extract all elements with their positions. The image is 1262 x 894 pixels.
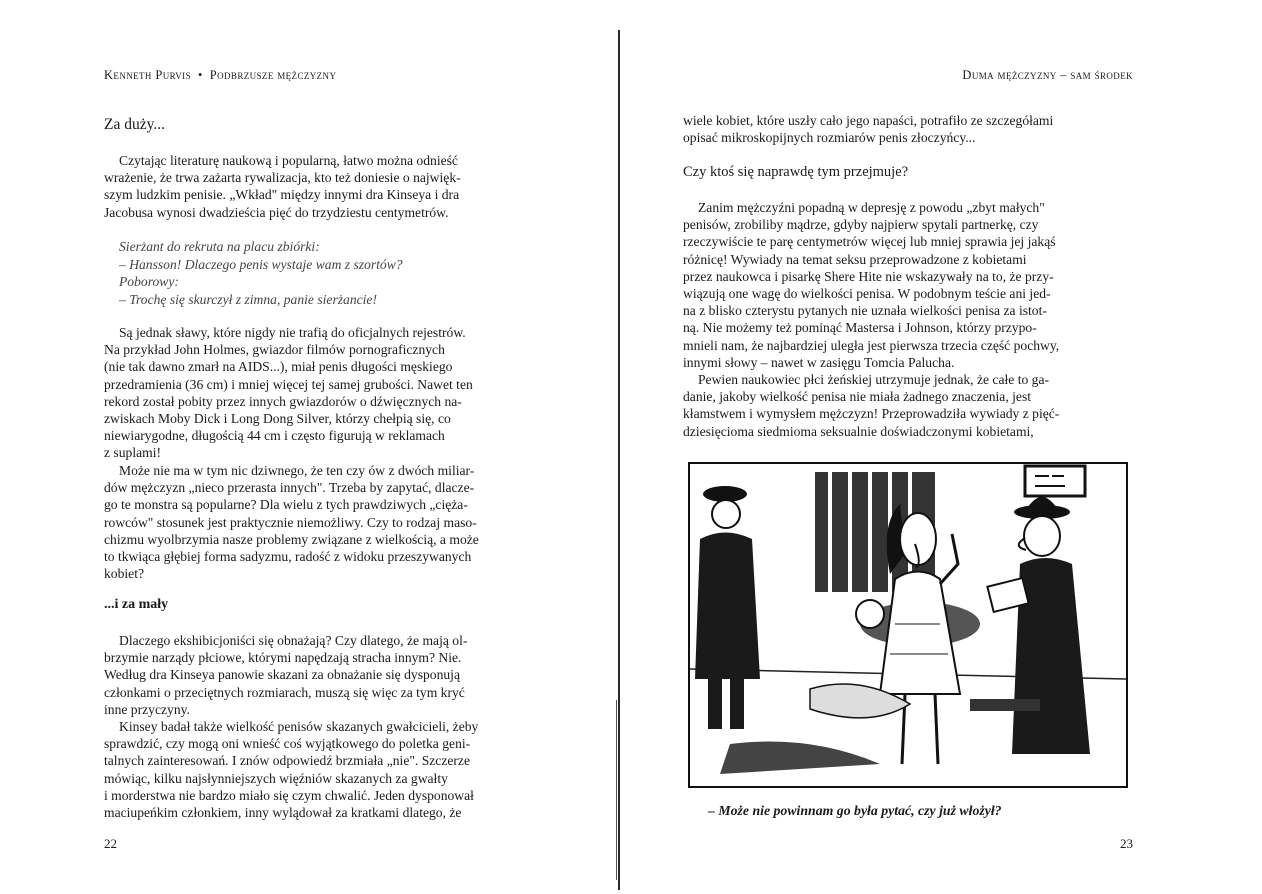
gutter-shadow [616, 700, 617, 880]
text-line: inne przyczyny. [104, 701, 190, 717]
text-line: rekord został pobity przez innych gwiazdorów o dźwięcznych na- [104, 393, 462, 409]
section-title-czy-ktos: Czy ktoś się naprawdę tym przejmuje? [683, 164, 909, 180]
text-line: (nie tak dawno zmarł na AIDS...), miał penis długości męskiego [104, 359, 453, 375]
right-paragraph-3 [683, 371, 1133, 440]
left-paragraph-1 [104, 152, 554, 221]
dialogue-joke [119, 238, 403, 308]
left-paragraph-2 [104, 324, 556, 462]
text-line: maciupeńkim członkiem, inny wylądował za kratkami dlatego, że [104, 805, 462, 821]
page-gutter [618, 30, 620, 890]
text-line: dów mężczyzn „nieco przerasta innych". Trzeba by zapytać, dlacze- [104, 480, 475, 496]
text-line: wiele kobiet, które uszły cało jego napaści, potrafiło ze szczegółami [683, 113, 1054, 128]
text-line: ną. Nie możemy też pominąć Mastersa i Johnson, którzy przypo- [683, 320, 1037, 336]
text-line: innymi słowy – nawet w zasięgu Tomcia Palucha. [683, 354, 955, 370]
page-number-left: 22 [104, 836, 117, 851]
right-paragraph-1 [683, 112, 1133, 146]
text-line: rowców" stosunek jest praktycznie niemożliwy. Czy to rodzaj maso- [104, 514, 477, 530]
text-line: Na przykład John Holmes, gwiazdor filmów pornograficznych [104, 342, 445, 358]
text-line: to tkwiąca głębiej forma sadyzmu, radość z widoku przeszywanych [104, 549, 472, 565]
text-line: go te monstra są popularne? Dla wielu z tych prawdziwych „cięża- [104, 497, 468, 513]
text-line: Pewien naukowiec płci żeńskiej utrzymuje jednak, że całe to ga- [698, 372, 1050, 387]
cartoon-drawing [690, 464, 1126, 786]
left-paragraph-5 [104, 718, 556, 821]
dialogue-line: Poborowy: [119, 274, 179, 289]
text-line: wiązują one wagę do wielkości penisa. W podobnym teście ani jed- [683, 286, 1051, 302]
text-line: mówiąc, kilku najsłynniejszych więźniów skazanych za gwałty [104, 770, 448, 786]
text-line: członkami o przeciętnych rozmiarach, muszą się więc za tym kryć [104, 684, 465, 700]
dialogue-line: – Trochę się skurczył z zimna, panie sierżancie! [119, 291, 377, 307]
left-running-head [104, 68, 336, 83]
text-line: niewiarygodne, długością 44 cm i często figurują w reklamach [104, 428, 445, 444]
text-line: wrażenie, że trwa zażarta rywalizacja, kto też doniesie o najwięk- [104, 170, 461, 186]
text-line: Kinsey badał także wielkość penisów skazanych gwałcicieli, żeby [119, 719, 479, 734]
right-running-head: Duma mężczyzny – sam środek [962, 68, 1133, 82]
text-line: różnicę! Wywiady na temat seksu przeprowadzone z kobietami [683, 251, 1027, 267]
text-line: danie, jakoby wielkość penisa nie miała żadnego znaczenia, jest [683, 389, 1032, 405]
text-line: przez naukowca i pisarkę Shere Hite nie wskazywały na to, że przy- [683, 268, 1054, 284]
text-line: Jacobusa wynosi dwadzieścia pięć do trzydziestu centymetrów. [104, 204, 449, 220]
text-line: Dlaczego ekshibicjoniści się obnażają? Czy dlatego, że mają ol- [119, 633, 468, 648]
dialogue-line: Sierżant do rekruta na placu zbiórki: [119, 239, 320, 254]
dialogue-line: – Hansson! Dlaczego penis wystaje wam z szortów? [119, 256, 403, 272]
text-line: Zanim mężczyźni popadną w depresję z powodu „zbyt małych" [698, 200, 1045, 215]
subhead-i-za-maly: ...i za mały [104, 597, 169, 612]
cartoon-illustration [688, 462, 1128, 788]
text-line: Może nie ma w tym nic dziwnego, że ten czy ów z dwóch miliar- [119, 463, 475, 478]
running-head-book-title: Podbrzusze mężczyzny [209, 68, 337, 82]
text-line: Są jednak sławy, które nigdy nie trafią do oficjalnych rejestrów. [119, 325, 466, 340]
right-paragraph-2 [683, 199, 1133, 371]
text-line: kłamstwem i wymysłem mężczyzn! Przeprowadziła wywiady z pięć- [683, 406, 1060, 422]
text-line: na z blisko czterystu pytanych nie uznała wielkości penisa za istot- [683, 303, 1047, 319]
text-line: kobiet? [104, 566, 145, 582]
text-line: sprawdzić, czy mogą oni wnieść coś wyjątkowego do poletka geni- [104, 736, 471, 752]
text-line: zwiskach Moby Dick i Long Dong Silver, którzy chełpią się, co [104, 411, 451, 427]
text-line: dziesięcioma siedmioma seksualnie doświadczonymi kobietami, [683, 423, 1034, 439]
text-line: penisów, zrobiliby mądrze, gdyby najpierw spytali partnerkę, czy [683, 217, 1039, 233]
text-line: mnieli nam, że najbardziej uległa jest pierwsza trzecia część pochwy, [683, 337, 1060, 353]
text-line: rzeczywiście te parę centymetrów więcej lub mniej sprawia jej jakąś [683, 234, 1056, 250]
text-line: przedramienia (36 cm) i mniej więcej tej samej grubości. Nawet ten [104, 376, 473, 392]
page-number-right: 23 [1120, 836, 1133, 851]
section-title-za-duzy: Za duży... [104, 116, 165, 133]
right-page [683, 0, 1133, 894]
left-paragraph-3 [104, 462, 556, 582]
running-head-bullet: • [197, 68, 203, 82]
text-line: i morderstwa nie bardzo miało się czym chwalić. Jeden dysponował [104, 787, 474, 803]
text-line: brzymie narządy płciowe, którymi napędzają stracha innym? Nie. [104, 650, 462, 666]
text-line: opisać mikroskopijnych rozmiarów penis złoczyńcy... [683, 130, 976, 146]
text-line: Według dra Kinseya panowie skazani za obnażanie się dysponują [104, 667, 460, 683]
text-line: talnych zainteresowań. I znów odpowiedź brzmiała „nie". Szczerze [104, 753, 470, 769]
text-line: Czytając literaturę naukową i popularną, łatwo można odnieść [119, 153, 458, 168]
cartoon-caption: – Może nie powinnam go była pytać, czy już włożył? [708, 803, 1002, 818]
running-head-author: Kenneth Purvis [104, 68, 191, 82]
text-line: z suplami! [104, 445, 162, 461]
text-line: szym ludzkim penisie. „Wkład" między innymi dra Kinseya i dra [104, 187, 460, 203]
left-paragraph-4 [104, 632, 556, 718]
left-page [104, 0, 560, 894]
text-line: chizmu wyolbrzymia nasze problemy związane z wielkością, a może [104, 531, 479, 547]
